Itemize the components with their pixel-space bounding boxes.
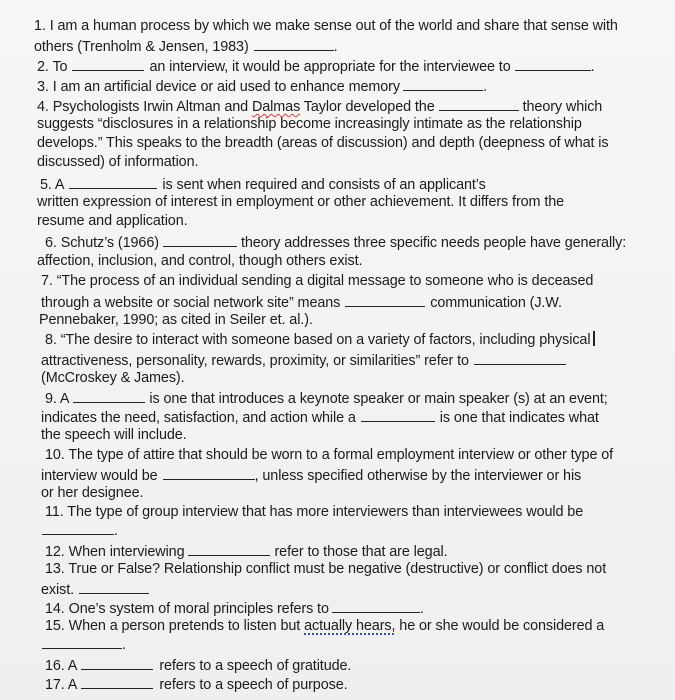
q13-line-1: 13. True or False? Relationship conflict must be negative (destructive) or conflict does not bbox=[45, 561, 607, 577]
q9-line-3: the speech will include. bbox=[41, 427, 187, 443]
q2-line-1: 2. To an interview, it would be appropriate for the interviewee to . bbox=[37, 56, 595, 77]
q11-blank[interactable] bbox=[42, 520, 114, 535]
q16-blank[interactable] bbox=[81, 655, 153, 670]
q5-blank[interactable] bbox=[69, 174, 157, 189]
q8-line-1: 8. “The desire to interact with someone based on a variety of factors, including physical bbox=[45, 331, 595, 350]
q9-blank-1[interactable] bbox=[73, 388, 145, 403]
q7-line-1: 7. “The process of an individual sending a digital message to someone who is deceased bbox=[41, 273, 594, 289]
q7-line-3: Pennebaker, 1990; as cited in Seiler et. al.). bbox=[39, 312, 313, 328]
q7-blank[interactable] bbox=[345, 292, 425, 307]
q2-blank-1[interactable] bbox=[72, 56, 144, 71]
q8-blank[interactable] bbox=[474, 350, 566, 365]
q4-blank[interactable] bbox=[439, 96, 519, 111]
q10-line-1: 10. The type of attire that should be worn to a formal employment interview or other type of bbox=[45, 447, 614, 463]
q9-line-1: 9. A is one that introduces a keynote speaker or main speaker (s) at an event; bbox=[45, 388, 608, 409]
q6-line-1: 6. Schutz’s (1966) theory addresses three specific needs people have generally: bbox=[45, 232, 626, 253]
q10-blank[interactable] bbox=[163, 465, 255, 480]
q9-line-2: indicates the need, satisfaction, and action while a is one that indicates what bbox=[41, 407, 599, 428]
q5-line-2: written expression of interest in employment or other achievement. It differs from the bbox=[37, 194, 565, 210]
q8-line-2: attractiveness, personality, rewards, proximity, or similarities” refer to bbox=[41, 350, 566, 371]
q5-line-1: 5. A is sent when required and consists of an applicant’s bbox=[40, 174, 486, 195]
q1-line-2: others (Trenholm & Jensen, 1983) . bbox=[34, 36, 338, 57]
q1-blank[interactable] bbox=[254, 36, 334, 51]
q12-line-1: 12. When interviewing refer to those that are legal. bbox=[45, 541, 447, 562]
q17-blank[interactable] bbox=[81, 674, 153, 689]
q13-line-2: exist. bbox=[41, 579, 149, 600]
q15-blank[interactable] bbox=[42, 634, 122, 649]
q4-line-3: develops.” This speaks to the breadth (areas of discussion) and depth (deepness of what is bbox=[37, 135, 609, 151]
q3-blank[interactable] bbox=[403, 76, 483, 91]
q15-line-1: 15. When a person pretends to listen but actually hears, he or she would be considered a bbox=[45, 618, 605, 634]
q16-line-1: 16. A refers to a speech of gratitude. bbox=[45, 655, 351, 676]
q4-line-1: 4. Psychologists Irwin Altman and Dalmas Taylor developed the theory which bbox=[37, 96, 602, 117]
text-cursor bbox=[593, 331, 595, 346]
q13-blank[interactable] bbox=[79, 579, 149, 594]
q4-line-2: suggests “disclosures in a relationship become increasingly intimate as the relationship bbox=[37, 116, 582, 132]
q4-line-4: discussed) of information. bbox=[37, 154, 199, 170]
q7-line-2: through a website or social network site” means communication (J.W. bbox=[41, 292, 562, 313]
q8-line-3: (McCroskey & James). bbox=[41, 370, 185, 386]
q9-blank-2[interactable] bbox=[361, 407, 435, 422]
q11-line-2: . bbox=[42, 520, 118, 541]
q15-line-2: . bbox=[42, 634, 126, 655]
q1-line-1: 1. I am a human process by which we make sense out of the world and share that sense with bbox=[34, 18, 618, 34]
q14-line-1: 14. One’s system of moral principles refers to . bbox=[45, 598, 424, 619]
q10-line-3: or her designee. bbox=[41, 485, 144, 501]
q2-blank-2[interactable] bbox=[515, 56, 591, 71]
q3-line-1: 3. I am an artificial device or aid used to enhance memory . bbox=[37, 76, 487, 97]
q5-line-3: resume and application. bbox=[37, 213, 188, 229]
q6-line-2: affection, inclusion, and control, though others exist. bbox=[37, 253, 363, 269]
q17-line-1: 17. A refers to a speech of purpose. bbox=[45, 674, 348, 695]
q11-line-1: 11. The type of group interview that has more interviewers than interviewees would be bbox=[45, 504, 584, 520]
q12-blank[interactable] bbox=[188, 541, 270, 556]
q10-line-2: interview would be , unless specified otherwise by the interviewer or his bbox=[41, 465, 581, 486]
q14-blank[interactable] bbox=[332, 598, 420, 613]
q6-blank[interactable] bbox=[163, 232, 237, 247]
